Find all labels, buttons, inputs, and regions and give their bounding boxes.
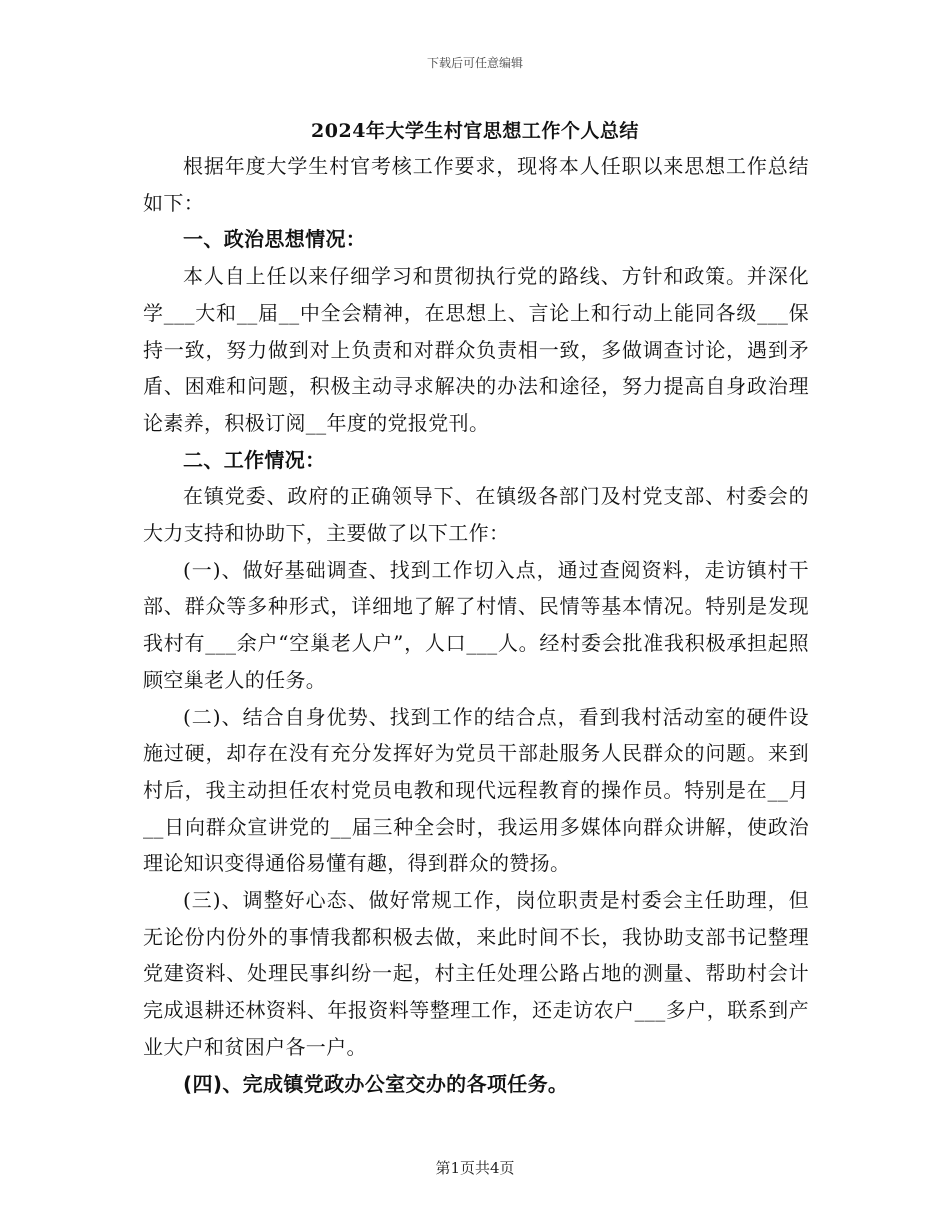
page-indicator: 第1页共4页	[435, 1159, 515, 1177]
work-item-2-paragraph: (二)、结合自身优势、找到工作的结合点，看到我村活动室的硬件设施过硬，却存在没有充分发挥好为党员干部赴服务人民群众的问题。来到村后，我主动担任农村党员电教和现代远程教育的操作员。特别是在__月__日向群众宣讲党的__届三种全会时，我运用多媒体向群众讲解，使政治理论知识变得通俗易懂有趣，得到群众的赞扬。	[143, 704, 809, 876]
work-intro-paragraph: 在镇党委、政府的正确领导下、在镇级各部门及村党支部、村委会的大力支持和协助下，主要做了以下工作：	[143, 484, 809, 546]
political-paragraph: 本人自上任以来仔细学习和贯彻执行党的路线、方针和政策。并深化学___大和__届__中全会精神，在思想上、言论上和行动上能同各级___保持一致，努力做到对上负责和对群众负责相一致，多做调查讨论，遇到矛盾、困难和问题，积极主动寻求解决的办法和途径，努力提高自身政治理论素养，积极订阅__年度的党报党刊。	[143, 264, 809, 435]
page-header-note: 下载后可任意编辑	[426, 56, 523, 70]
section-heading-political: 一、政治思想情况：	[183, 227, 367, 252]
document-body	[143, 148, 809, 1102]
document-title: 2024年大学生村官思想工作个人总结	[311, 120, 639, 142]
section-heading-work: 二、工作情况：	[183, 447, 326, 472]
work-item-1-paragraph: (一)、做好基础调查、找到工作切入点，通过查阅资料，走访镇村干部、群众等多种形式，详细地了解了村情、民情等基本情况。特别是发现我村有___余户“空巢老人户”，人口___人。经村委会批准我积极承担起照顾空巢老人的任务。	[143, 557, 809, 692]
work-item-4-heading: (四)、完成镇党政办公室交办的各项任务。	[183, 1071, 569, 1096]
intro-paragraph: 根据年度大学生村官考核工作要求，现将本人任职以来思想工作总结如下：	[143, 154, 809, 215]
work-item-3-paragraph: (三)、调整好心态、做好常规工作，岗位职责是村委会主任助理，但无论份内份外的事情我都积极去做，来此时间不长，我协助支部书记整理党建资料、处理民事纠纷一起，村主任处理公路占地的测量、帮助村会计完成退耕还林资料、年报资料等整理工作，还走访农户___多户，联系到产业大户和贫困户各一户。	[143, 888, 809, 1059]
